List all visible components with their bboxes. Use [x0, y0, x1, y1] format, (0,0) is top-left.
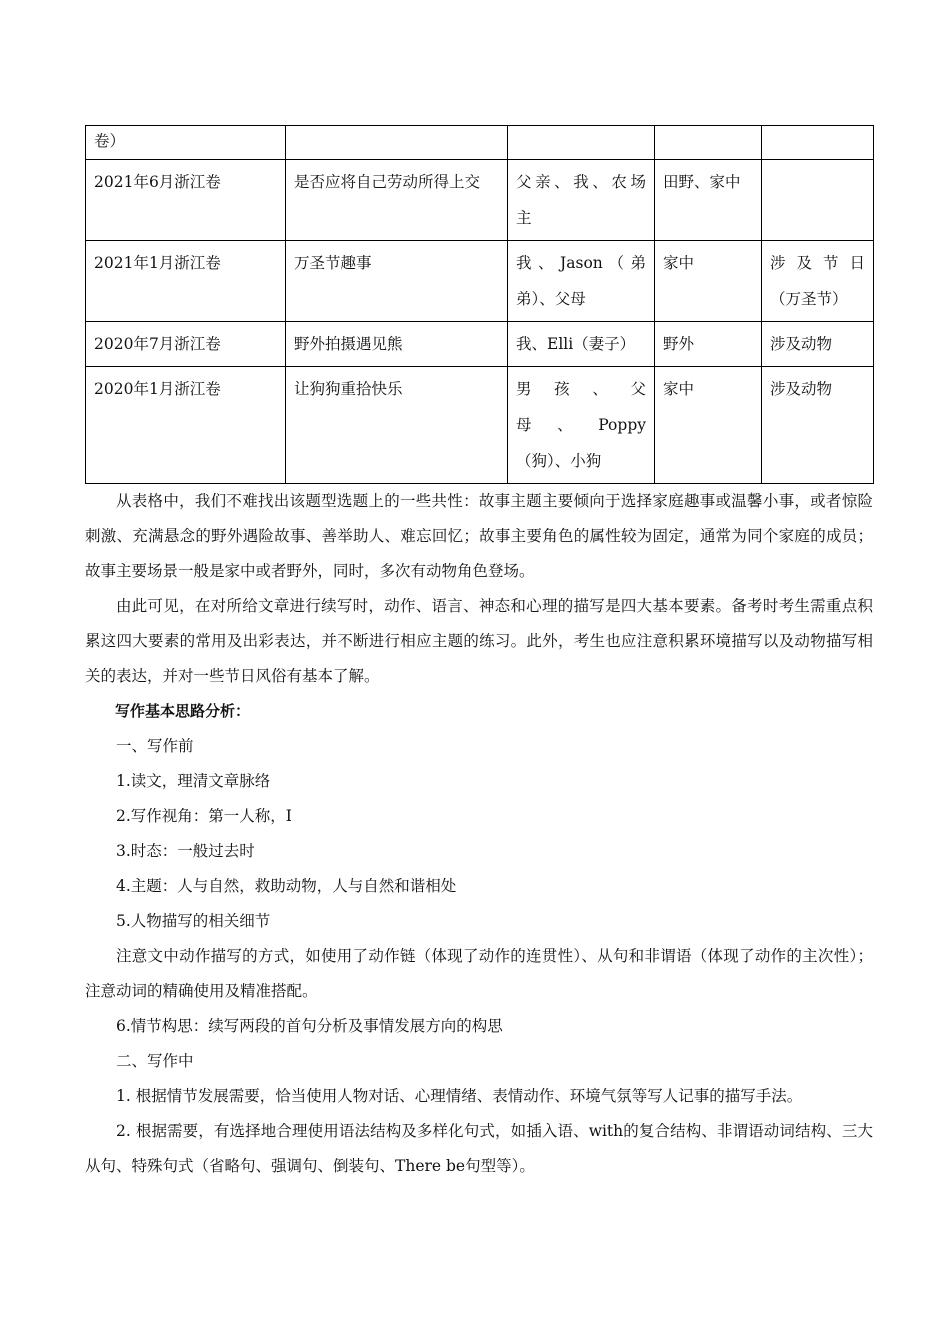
list-item: 6.情节构思：续写两段的首句分析及事情发展方向的构思	[116, 1017, 503, 1035]
feature-cell	[762, 126, 874, 160]
table-row	[86, 322, 874, 367]
list-item: 3.时态：一般过去时	[116, 842, 255, 860]
characters-cell	[508, 367, 655, 484]
scene-cell: 家中	[655, 241, 762, 322]
cell-line: 涉 及 节 日	[770, 254, 865, 272]
cell-line: 我、Elli（妻子）	[516, 335, 636, 353]
characters-cell	[508, 160, 655, 241]
feature-cell	[762, 322, 874, 367]
theme-cell: 野外拍摄遇见熊	[286, 322, 508, 367]
table-row	[86, 126, 874, 160]
list-item: 5.人物描写的相关细节	[116, 912, 271, 930]
scene-cell: 野外	[655, 322, 762, 367]
cell-line: 涉及动物	[770, 380, 833, 398]
theme-cell: 让狗狗重拾快乐	[286, 367, 508, 484]
table-row	[86, 160, 874, 241]
feature-cell	[762, 367, 874, 484]
section-heading: 写作基本思路分析：	[115, 702, 251, 720]
exam-cell: 2021年6月浙江卷	[86, 160, 286, 241]
paragraph: 注意文中动作描写的方式，如使用了动作链（体现了动作的连贯性）、从句和非谓语（体现了动作的主次性）；注意动词的精确使用及精准搭配。	[85, 947, 873, 1000]
paragraph: 由此可见，在对所给文章进行续写时，动作、语言、神态和心理的描写是四大基本要素。备考时考生需重点积累这四大要素的常用及出彩表达，并不断进行相应主题的练习。此外，考生也应注意积累环境描写以及动物描写相关的表达，并对一些节日风俗有基本了解。	[85, 597, 873, 685]
characters-cell	[508, 241, 655, 322]
feature-cell	[762, 160, 874, 241]
cell-line: （万圣节）	[770, 290, 848, 308]
paragraph: 从表格中，我们不难找出该题型选题上的一些共性：故事主题主要倾向于选择家庭趣事或温馨小事，或者惊险刺激、充满悬念的野外遇险故事、善举助人、难忘回忆；故事主要角色的属性较为固定，通常为同个家庭的成员；故事主要场景一般是家中或者野外，同时，多次有动物角色登场。	[85, 492, 873, 580]
list-item: 2. 根据需要，有选择地合理使用语法结构及多样化句式，如插入语、with的复合结构、非谓语动词结构、三大从句、特殊句式（省略句、强调句、倒装句、There be句型等）。	[85, 1122, 873, 1175]
cell-line: （狗）、小狗	[516, 452, 602, 470]
theme-cell: 万圣节趣事	[286, 241, 508, 322]
characters-cell	[508, 322, 655, 367]
subsection-title: 二、写作中	[116, 1052, 194, 1070]
cell-line: 男 孩 、 父	[516, 380, 646, 398]
table-row	[86, 367, 874, 484]
story-topic-table	[85, 125, 874, 484]
subsection-title: 一、写作前	[116, 737, 194, 755]
exam-cell: 2021年1月浙江卷	[86, 241, 286, 322]
cell-line: 我 、 Jason （ 弟	[516, 254, 646, 272]
cell-line: 主	[516, 209, 532, 227]
characters-cell	[508, 126, 655, 160]
scene-cell: 田野、家中	[655, 160, 762, 241]
theme-cell: 是否应将自己劳动所得上交	[286, 160, 508, 241]
exam-cell: 卷）	[86, 126, 286, 160]
exam-cell: 2020年1月浙江卷	[86, 367, 286, 484]
theme-cell	[286, 126, 508, 160]
analysis-text	[85, 484, 873, 1184]
cell-line: 母 、 Poppy	[516, 416, 646, 434]
exam-cell: 2020年7月浙江卷	[86, 322, 286, 367]
list-item: 1. 根据情节发展需要，恰当使用人物对话、心理情绪、表情动作、环境气氛等写人记事的描写手法。	[116, 1087, 803, 1105]
feature-cell	[762, 241, 874, 322]
list-item: 4.主题：人与自然，救助动物，人与自然和谐相处	[116, 877, 457, 895]
cell-line: 涉及动物	[770, 335, 833, 353]
document-page	[85, 125, 873, 1184]
cell-line: 父亲、我、农场	[516, 173, 646, 191]
table-row	[86, 241, 874, 322]
scene-cell	[655, 126, 762, 160]
list-item: 1.读文，理清文章脉络	[116, 772, 271, 790]
scene-cell: 家中	[655, 367, 762, 484]
cell-line: 弟）、父母	[516, 290, 586, 308]
list-item: 2.写作视角：第一人称，I	[116, 807, 292, 825]
